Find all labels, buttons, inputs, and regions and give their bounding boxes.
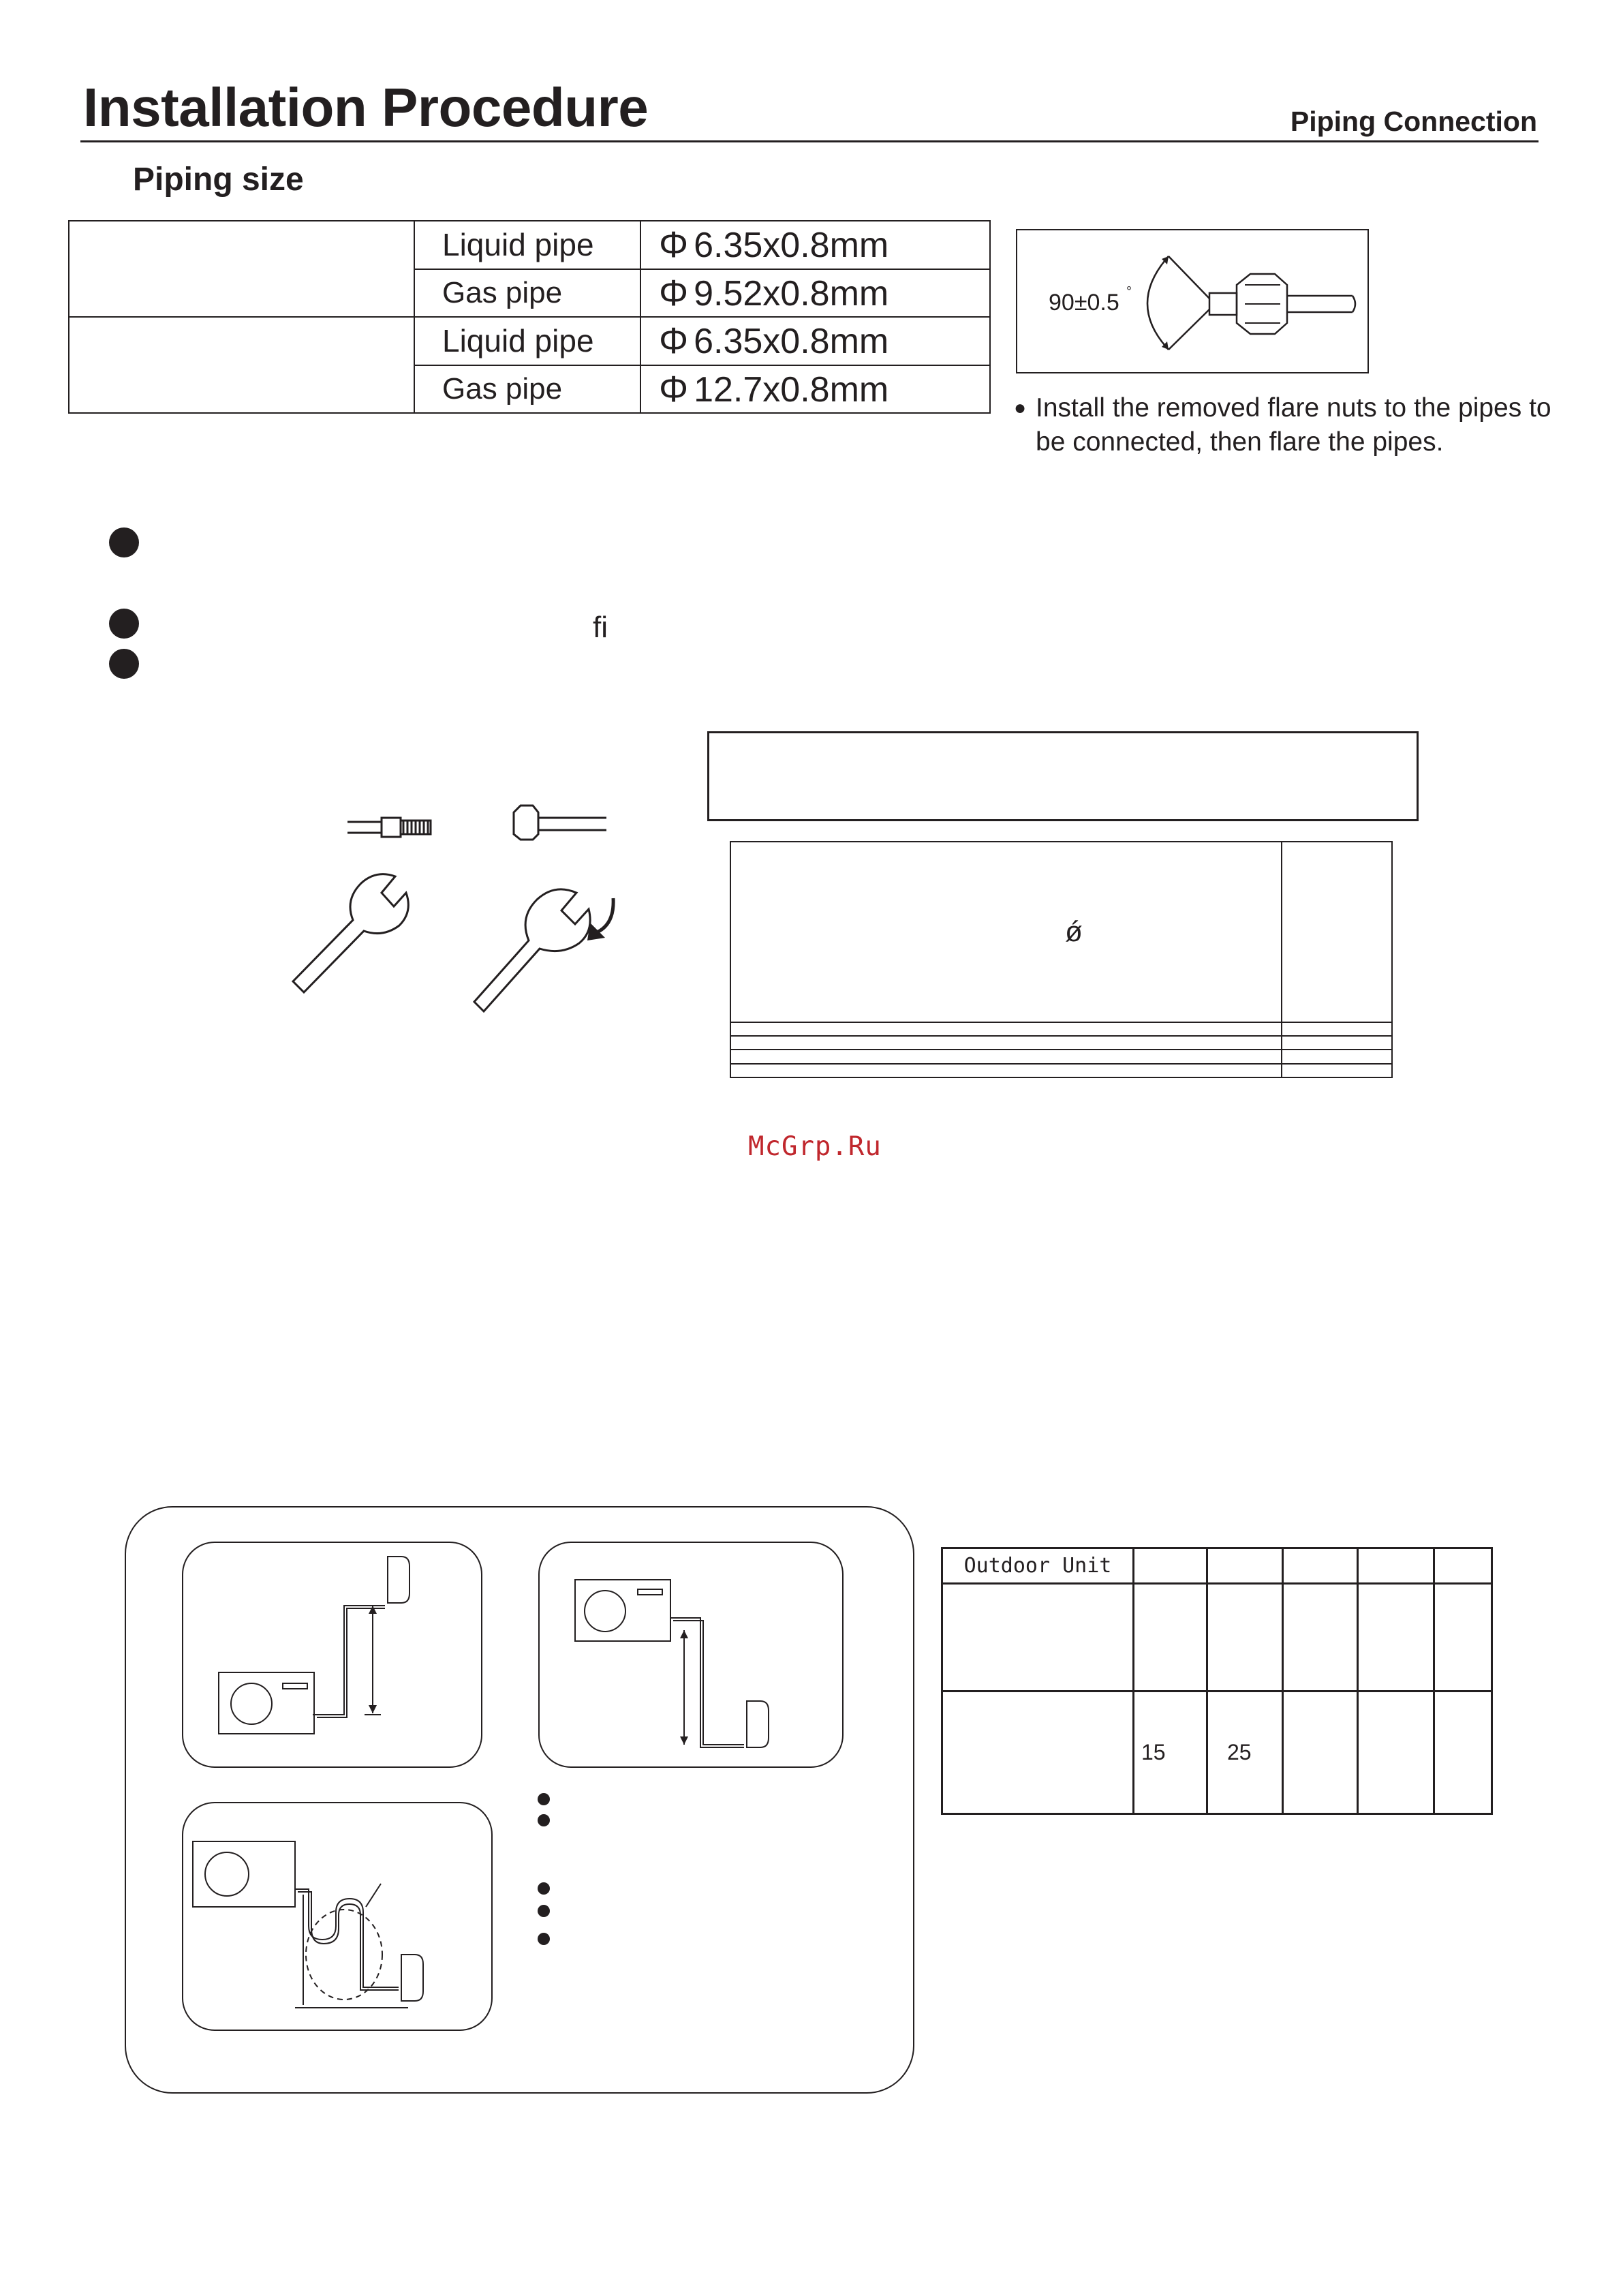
bullet-icon [109,527,139,557]
table-row [730,842,1392,1022]
flare-note-text: Install the removed flare nuts to the pipes to be connected, then flare the pipes. [1036,393,1551,457]
table-row [730,1022,1392,1036]
table-cell [1282,1064,1392,1077]
table-row [942,1692,1492,1814]
page-title: Installation Procedure [83,77,649,138]
table-cell [1282,1022,1392,1036]
section-label: Piping Connection [1290,106,1537,137]
pipe-size-cell [640,365,990,414]
table-row [942,1548,1492,1584]
bullet-icon [538,1882,550,1895]
table-cell [1207,1584,1283,1692]
table-row [69,317,990,365]
table-cell [942,1692,1134,1814]
table-cell [730,1050,1282,1063]
table-cell [1358,1548,1434,1584]
torque-table [730,841,1393,1078]
table-cell [1282,1050,1392,1063]
table-cell [730,1036,1282,1050]
value-cell: 15 [1134,1692,1207,1814]
pipe-type-cell: Gas pipe [414,365,640,414]
table-row [69,221,990,269]
phi-symbol: Φ [659,368,689,410]
watermark[interactable]: McGrp.Ru [748,1131,882,1162]
phi-symbol: Φ [659,272,689,313]
title-divider [80,140,1539,142]
piping-size-heading: Piping size [133,162,304,198]
value-cell: 25 [1207,1692,1283,1814]
bullet-icon [538,1793,550,1805]
bullet-icon [538,1814,550,1826]
bullet-icon [109,649,139,679]
table-cell [1434,1692,1492,1814]
piping-size-table [68,220,991,414]
table-cell [1434,1548,1492,1584]
diagram-outdoor-above [538,1542,844,1768]
bullet-icon [109,609,139,639]
degree-symbol: ° [1126,284,1132,299]
table-cell [730,1022,1282,1036]
pipe-size-value: 12.7x0.8mm [694,369,889,410]
table-row [730,1064,1392,1077]
phi-symbol: Φ [659,320,689,362]
diameter-header-cell: ǿ [730,842,1282,1022]
pipe-size-cell [640,269,990,318]
phi-symbol: Φ [659,224,689,266]
diagram-oil-trap [182,1802,493,2031]
pipe-size-cell [640,317,990,365]
flare-angle-diagram [1016,229,1369,373]
flare-angle-label: 90±0.5 [1049,290,1119,316]
wrench-illustration [279,797,647,1029]
pipe-size-value: 6.35x0.8mm [694,322,889,362]
pipe-type-cell: Gas pipe [414,269,640,318]
bullet-icon [538,1933,550,1945]
table-cell [1358,1584,1434,1692]
table-row [730,1036,1392,1050]
table-cell [1207,1548,1283,1584]
flare-illustration [1017,230,1367,372]
stray-text: fi [593,611,608,644]
bullet-icon: ● [1014,397,1027,419]
model-cell [69,317,414,413]
model-cell [69,221,414,317]
table-cell [1283,1692,1358,1814]
table-cell [1434,1584,1492,1692]
table-cell [730,1064,1282,1077]
table-cell [1282,1036,1392,1050]
bullet-icon [538,1905,550,1917]
pipe-size-value: 9.52x0.8mm [694,273,889,313]
pipe-type-cell: Liquid pipe [414,221,640,269]
outdoor-unit-table [941,1547,1493,1815]
note-box [707,731,1419,821]
table-cell [1283,1548,1358,1584]
pipe-type-cell: Liquid pipe [414,317,640,365]
table-cell [1282,842,1392,1022]
pipe-size-cell [640,221,990,269]
table-cell [1283,1584,1358,1692]
table-row [730,1050,1392,1063]
table-row [942,1584,1492,1692]
pipe-size-value: 6.35x0.8mm [694,226,889,266]
outdoor-unit-header: Outdoor Unit [942,1548,1134,1584]
table-cell [942,1584,1134,1692]
table-cell [1134,1584,1207,1692]
table-cell [1358,1692,1434,1814]
table-cell [1134,1548,1207,1584]
diagram-outdoor-below [182,1542,482,1768]
